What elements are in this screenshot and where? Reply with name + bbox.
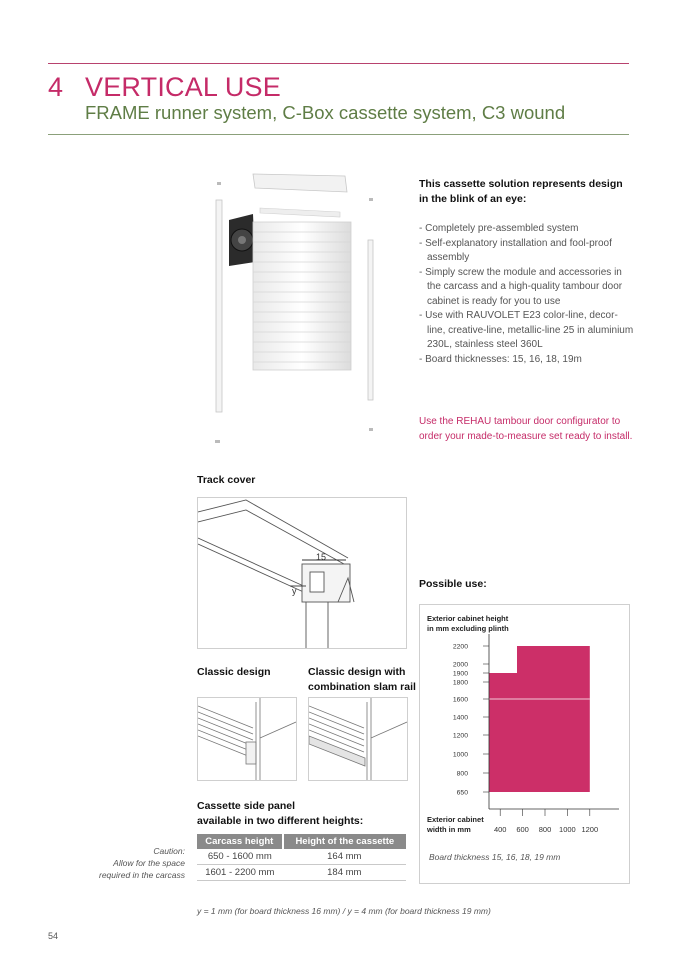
caution-line2: Allow for the space (113, 858, 185, 868)
table-row (197, 865, 406, 881)
possible-use-chart (419, 604, 628, 844)
x-tick-label: 1200 (581, 825, 599, 834)
chapter-title: VERTICAL USE (85, 72, 281, 102)
column-header: Height of the cassette (283, 834, 406, 849)
caution-line3: required in the carcass (99, 870, 185, 880)
feature-list (419, 222, 634, 367)
possible-use-label: Possible use: (419, 578, 487, 590)
x-tick-label: 1000 (559, 825, 576, 834)
classic-slam-label-line1: Classic design with (308, 666, 406, 678)
y-tick-label: 1000 (452, 751, 468, 759)
y-tick-label: 2200 (452, 643, 468, 651)
x-tick-label: 800 (538, 825, 552, 834)
feature-item: - Simply screw the module and accessories in the carcass and a high-quality tambour door cabinet is ready for you to use (419, 266, 623, 307)
classic-slam-label (308, 665, 416, 695)
table-cell: 1601 - 2200 mm (197, 865, 283, 881)
intro-heading-line2: in the blink of an eye: (419, 193, 527, 205)
cassette-height-table (197, 834, 406, 881)
track-cover-svg (198, 498, 406, 648)
usage-area (489, 646, 590, 792)
footnote: y = 1 mm (for board thickness 16 mm) / y = 4 mm (for board thickness 19 mm) (197, 906, 491, 916)
classic-design-label: Classic design (197, 666, 271, 678)
table-header-row (197, 834, 406, 849)
classic-slam-drawing (308, 697, 408, 781)
classic-slam-label-line2: combination slam rail (308, 681, 416, 693)
x-tick-label: 400 (493, 825, 507, 834)
page-number: 54 (48, 931, 59, 941)
classic-slam-svg (309, 698, 407, 780)
chapter-number: 4 (48, 72, 64, 102)
intro-heading-line1: This cassette solution represents design (419, 178, 623, 190)
header-rule-bottom (48, 134, 629, 135)
feature-item: - Board thicknesses: 15, 16, 18, 19m (419, 353, 582, 365)
cassette-title-line1: Cassette side panel (197, 800, 296, 812)
x-tick-label: 600 (516, 825, 529, 834)
track-cover-label: Track cover (197, 474, 256, 486)
y-tick-label: 2000 (452, 661, 468, 669)
configurator-note: Use the REHAU tambour door configurator to order your made-to-measure set ready to install. (419, 416, 633, 442)
chapter-heading (48, 72, 281, 103)
chapter-subtitle: FRAME runner system, C-Box cassette system, C3 wound (85, 102, 566, 123)
caution-line1: Caution: (153, 846, 185, 856)
y-axis-title-line1: Exterior cabinet height (427, 614, 509, 623)
y-tick-label: 1800 (452, 679, 468, 687)
track-cover-drawing (197, 497, 407, 649)
dimension-y-label: y (292, 586, 297, 596)
y-tick-label: 800 (456, 770, 468, 778)
board-thickness-note: Board thickness 15, 16, 18, 19 mm (429, 852, 561, 862)
y-tick-label: 1200 (452, 732, 468, 740)
intro-heading (419, 177, 634, 207)
y-tick-label: 650 (456, 789, 468, 797)
feature-item: - Use with RAUVOLET E23 color-line, decor-line, creative-line, metallic-line 25 in aluminium 230L, stainless steel 360L (419, 310, 634, 350)
x-axis-title-line2: width in mm (427, 825, 471, 834)
y-tick-label: 1400 (452, 714, 468, 722)
cassette-system-illustration (205, 170, 390, 450)
table-cell: 184 mm (283, 865, 406, 881)
cassette-title (197, 799, 363, 829)
classic-design-drawing (197, 697, 297, 781)
caution-note (65, 845, 185, 881)
table-cell: 650 - 1600 mm (197, 849, 283, 865)
header-rule-top (48, 63, 629, 64)
x-axis-title-line1: Exterior cabinet (427, 815, 484, 824)
classic-design-svg (198, 698, 296, 780)
table-cell: 164 mm (283, 849, 406, 865)
column-header: Carcass height (197, 834, 283, 849)
y-tick-label: 1600 (452, 696, 468, 704)
feature-item: - Self-explanatory installation and fool-proof assembly (419, 237, 612, 263)
feature-item: - Completely pre-assembled system (419, 223, 579, 234)
y-axis-title-line2: in mm excluding plinth (427, 624, 509, 633)
dimension-15-label: 15 (316, 552, 327, 562)
cassette-title-line2: available in two different heights: (197, 815, 364, 827)
table-row (197, 849, 406, 865)
y-tick-label: 1900 (452, 670, 468, 678)
